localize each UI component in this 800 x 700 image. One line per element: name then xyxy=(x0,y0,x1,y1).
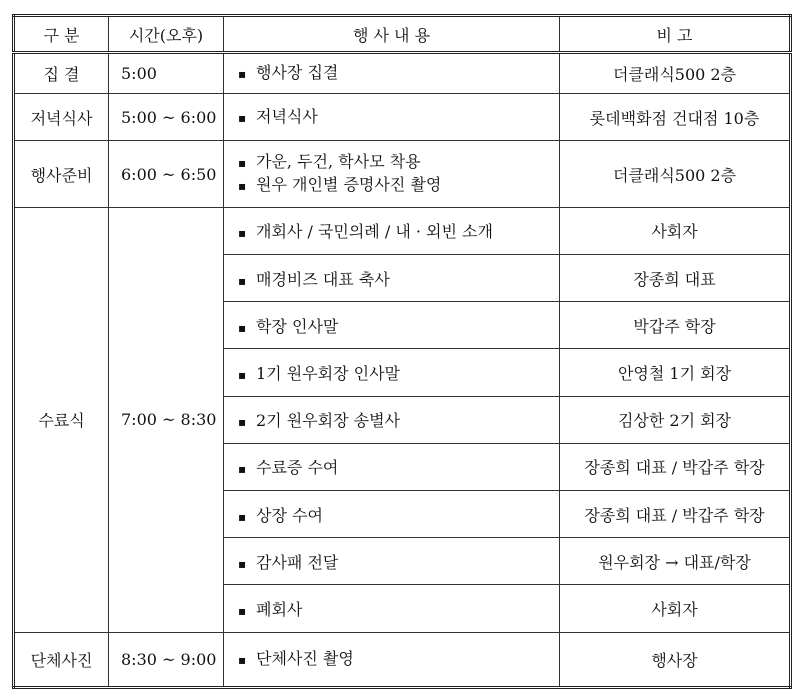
content-item: 개회사 / 국민의례 / 내 · 외빈 소개 xyxy=(256,222,493,242)
bullet-icon: ▪ xyxy=(238,320,247,335)
note-cell: 롯데백화점 건대점 10층 xyxy=(560,94,791,141)
bullet-icon: ▪ xyxy=(238,652,247,667)
category-cell: 저녁식사 xyxy=(14,94,109,141)
time-cell: 5:00 xyxy=(109,53,224,94)
content-cell xyxy=(224,302,560,349)
time-cell: 7:00 ~ 8:30 xyxy=(109,207,224,632)
bullet-icon: ▪ xyxy=(238,156,247,171)
content-item: 매경비즈 대표 축사 xyxy=(256,269,390,289)
note-cell: 사회자 xyxy=(560,585,791,632)
note-cell: 장종희 대표 / 박갑주 학장 xyxy=(560,443,791,490)
content-cell xyxy=(224,585,560,632)
time-cell: 5:00 ~ 6:00 xyxy=(109,94,224,141)
content-cell xyxy=(224,491,560,538)
note-cell: 사회자 xyxy=(560,207,791,254)
note-cell: 원우회장 → 대표/학장 xyxy=(560,538,791,585)
content-item: 가운, 두건, 학사모 착용 xyxy=(256,152,421,172)
bullet-icon: ▪ xyxy=(238,273,247,288)
content-cell xyxy=(224,443,560,490)
content-cell xyxy=(224,396,560,443)
table-row xyxy=(14,207,791,254)
content-item: 상장 수여 xyxy=(256,505,323,525)
content-cell xyxy=(224,538,560,585)
bullet-icon: ▪ xyxy=(238,415,247,430)
content-cell xyxy=(224,207,560,254)
table-row xyxy=(14,53,791,94)
bullet-icon: ▪ xyxy=(238,604,247,619)
content-item: 수료증 수여 xyxy=(256,458,339,478)
note-cell: 장종희 대표 xyxy=(560,254,791,301)
bullet-icon: ▪ xyxy=(238,67,247,82)
header-row xyxy=(14,16,791,53)
header-category: 구 분 xyxy=(14,16,109,53)
content-cell xyxy=(224,349,560,396)
note-cell: 안영철 1기 회장 xyxy=(560,349,791,396)
category-cell: 행사준비 xyxy=(14,141,109,207)
content-cell xyxy=(224,254,560,301)
content-cell xyxy=(224,94,560,141)
table-row xyxy=(14,141,791,207)
bullet-icon: ▪ xyxy=(238,462,247,477)
table-row xyxy=(14,94,791,141)
header-content: 행 사 내 용 xyxy=(224,16,560,53)
content-item: 저녁식사 xyxy=(256,106,318,126)
content-cell xyxy=(224,141,560,207)
category-cell: 수료식 xyxy=(14,207,109,632)
content-item: 2기 원우회장 송별사 xyxy=(256,411,400,431)
note-cell: 장종희 대표 / 박갑주 학장 xyxy=(560,491,791,538)
note-cell: 박갑주 학장 xyxy=(560,302,791,349)
table-row xyxy=(14,632,791,687)
content-item: 학장 인사말 xyxy=(256,316,339,336)
content-item: 단체사진 촬영 xyxy=(256,648,354,668)
note-cell: 더클래식500 2층 xyxy=(560,53,791,94)
bullet-icon: ▪ xyxy=(238,110,247,125)
category-cell: 집 결 xyxy=(14,53,109,94)
time-cell: 8:30 ~ 9:00 xyxy=(109,632,224,687)
content-item: 행사장 집결 xyxy=(256,63,339,83)
note-cell: 행사장 xyxy=(560,632,791,687)
schedule-table xyxy=(12,14,792,689)
content-item: 원우 개인별 증명사진 촬영 xyxy=(256,175,442,195)
content-item: 감사패 전달 xyxy=(256,552,339,572)
category-cell: 단체사진 xyxy=(14,632,109,687)
time-cell: 6:00 ~ 6:50 xyxy=(109,141,224,207)
bullet-icon: ▪ xyxy=(238,367,247,382)
bullet-icon: ▪ xyxy=(238,179,247,194)
content-cell xyxy=(224,53,560,94)
header-time: 시간(오후) xyxy=(109,16,224,53)
note-cell: 김상한 2기 회장 xyxy=(560,396,791,443)
bullet-icon: ▪ xyxy=(238,509,247,524)
bullet-icon: ▪ xyxy=(238,556,247,571)
header-note: 비 고 xyxy=(560,16,791,53)
note-cell: 더클래식500 2층 xyxy=(560,141,791,207)
content-cell xyxy=(224,632,560,687)
bullet-icon: ▪ xyxy=(238,226,247,241)
content-item: 폐회사 xyxy=(256,600,303,620)
content-item: 1기 원우회장 인사말 xyxy=(256,363,400,383)
